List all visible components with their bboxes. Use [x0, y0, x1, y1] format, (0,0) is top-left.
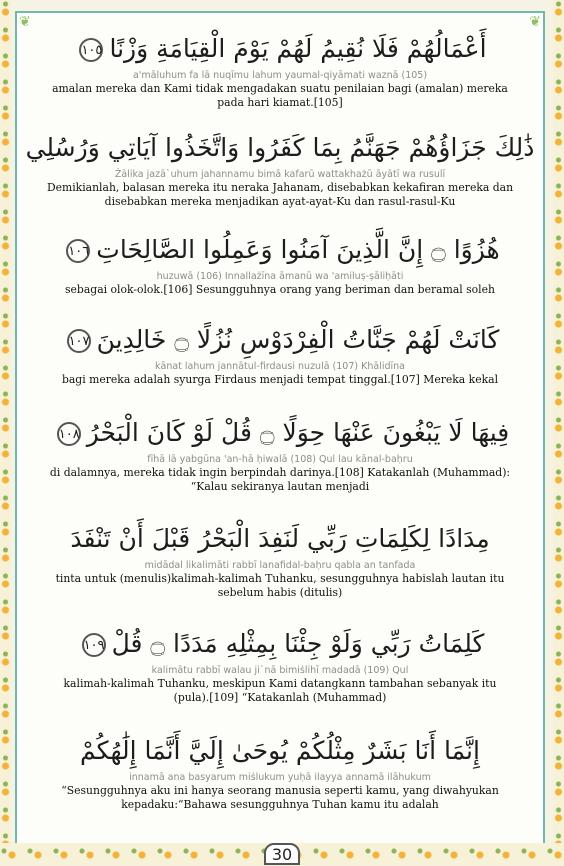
transliteration-line: innamā ana basyarum miṡlukum yuḥā ilayya annamā ilāhukum: [129, 772, 431, 783]
verse-number-badge: ١٠٧: [67, 329, 91, 353]
verse-block: [17, 415, 543, 494]
verse-number-badge: ١٠٨: [57, 422, 81, 446]
right-floral-border: [553, 0, 564, 866]
page-frame: [15, 11, 545, 845]
arabic-line: كَانَتْ لَهُمْ جَنَّاتُ الْفِرْدَوْسِ نُزُلًا ۝ خَالِدِينَ١٠٧: [68, 325, 500, 354]
arabic-line: فِيهَا لَا يَبْغُونَ عَنْهَا حِوَلًا ۝ قُلْ لَوْ كَانَ الْبَحْرُ١٠٨: [58, 418, 510, 447]
verse-block: [17, 322, 543, 387]
verse-block: [17, 626, 543, 705]
verse-block: [17, 521, 543, 600]
verse-block: [17, 232, 543, 297]
verse-block: [17, 130, 543, 209]
verse-number-badge: ١٠٦: [66, 239, 90, 263]
verse-number-badge: ١٠٩: [82, 633, 106, 657]
verse-block: [17, 31, 543, 110]
translation-line: sebagai olok-olok.[106] Sesungguhnya orang yang beriman dan beramal soleh: [65, 283, 495, 296]
transliteration-line: kalimātu rabbī walau ji`nā bimiṡlihī madadā (109) Qul: [151, 665, 409, 676]
translation-line: tinta untuk (menulis)kalimah-kalimah Tuhanku, sesungguhnya habislah lautan itu sebelum habis (ditulis): [55, 572, 505, 599]
translation-line: Demikianlah, balasan mereka itu neraka Jahanam, disebabkan kekafiran mereka dan disebabkan mereka menjadikan ayat-ayat-Ku dan rasul-rasul-Ku: [46, 181, 514, 208]
transliteration-line: huzuwā (106) Innallażīna āmanū wa 'amiluṣ-ṣāliḥāti: [156, 271, 404, 282]
page-number: 30: [264, 843, 300, 865]
arabic-line: أَعْمَالُهُمْ فَلَا نُقِيمُ لَهُمْ يَوْمَ الْقِيَامَةِ وَزْنًا١٠٥: [81, 34, 487, 63]
arabic-line: كَلِمَاتُ رَبِّي وَلَوْ جِئْنَا بِمِثْلِهِ مَدَدًا ۝ قُلْ١٠٩: [83, 629, 485, 658]
arabic-line: هُزُوًا ۝ إِنَّ الَّذِينَ آمَنُوا وَعَمِلُوا الصَّالِحَاتِ١٠٦: [68, 235, 500, 264]
corner-ornament-icon: ❦: [19, 14, 31, 30]
verse-number-badge: ١٠٥: [79, 38, 103, 62]
arabic-line: مِدَادًا لِكَلِمَاتِ رَبِّي لَنَفِدَ الْبَحْرُ قَبْلَ أَنْ تَنْفَدَ: [70, 524, 490, 553]
arabic-line: إِنَّمَا أَنَا بَشَرٌ مِثْلُكُمْ يُوحَىٰ إِلَيَّ أَنَّمَا إِلَٰهُكُمْ: [80, 736, 480, 765]
transliteration-line: Żālika jazā`uhum jahannamu bimā kafarū wattakhażū āyātī wa rusulī: [114, 169, 446, 180]
translation-line: amalan mereka dan Kami tidak mengadakan suatu penilaian bagi (amalan) mereka pada hari kiamat.[105]: [52, 82, 508, 109]
arabic-line: ذَٰلِكَ جَزَاؤُهُمْ جَهَنَّمُ بِمَا كَفَرُوا وَاتَّخَذُوا آيَاتِي وَرُسُلِي: [25, 133, 535, 162]
transliteration-line: midādal likalimāti rabbī lanafidal-baḥru qabla an tanfada: [144, 560, 416, 571]
transliteration-line: fīhā lā yabgūna 'an-hā ḥiwalā (108) Qul lau kānal-baḥru: [147, 454, 413, 465]
translation-line: di dalamnya, mereka tidak ingin berpindah darinya.[108] Katakanlah (Muhammad): “Kalau sekiranya lautan menjadi: [49, 466, 511, 493]
corner-ornament-icon: ❦: [529, 14, 541, 30]
verse-block: [17, 733, 543, 812]
left-floral-border: [0, 0, 11, 866]
translation-line: “Sesungguhnya aku ini hanya seorang manusia seperti kamu, yang diwahyukan kepadaku:“Bahawa sesungguhnya Tuhan kamu itu adalah: [61, 784, 499, 811]
transliteration-line: a'māluhum fa lā nuqīmu lahum yaumal-qiyāmati waznā (105): [132, 70, 428, 81]
translation-line: kalimah-kalimah Tuhanku, meskipun Kami datangkann tambahan sebanyak itu (pula).[109] “Katakanlah (Muhammad): [63, 677, 497, 704]
translation-line: bagi mereka adalah syurga Firdaus menjadi tempat tinggal.[107] Mereka kekal: [61, 373, 499, 386]
transliteration-line: kānat lahum jannātul-firdausi nuzulā (107) Khālidīna: [155, 361, 405, 372]
